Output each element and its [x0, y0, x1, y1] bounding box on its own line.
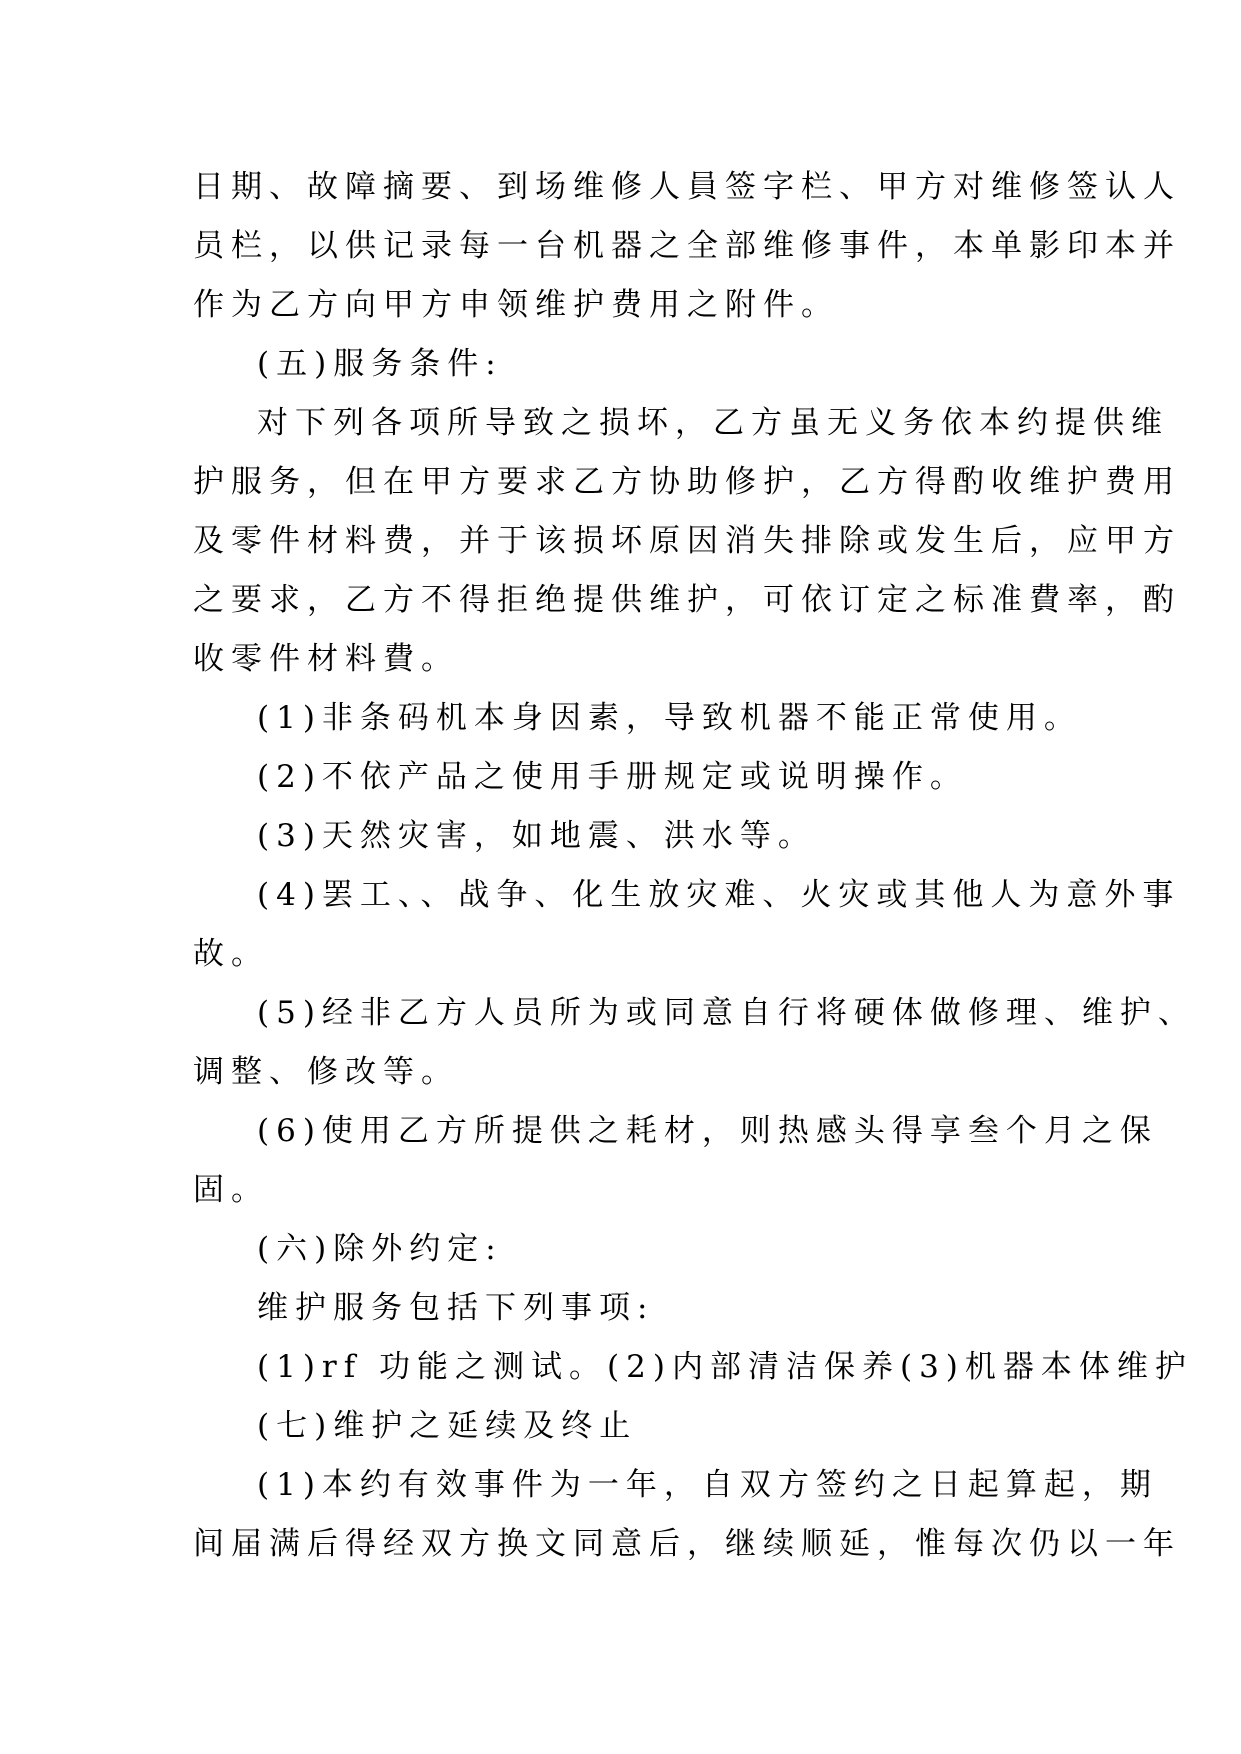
- paragraph-line: 日期、故障摘要、到场维修人員签字栏、甲方对维修签认人: [193, 169, 1181, 205]
- list-item: (1)本约有效事件为一年，自双方签约之日起算起，期: [257, 1467, 1158, 1503]
- list-item: (3)天然灾害，如地震、洪水等。: [257, 818, 816, 854]
- paragraph-line: 维护服务包括下列事项:: [257, 1290, 655, 1326]
- section-heading-exclusions: (六)除外约定:: [257, 1231, 503, 1267]
- paragraph-line: 护服务，但在甲方要求乙方协助修护，乙方得酌收维护费用: [193, 464, 1181, 500]
- section-heading-service-conditions: (五)服务条件:: [257, 346, 503, 382]
- section-heading-renewal-termination: (七)维护之延续及终止: [257, 1408, 638, 1444]
- paragraph-line: 员栏，以供记录每一台机器之全部维修事件，本单影印本并: [193, 228, 1181, 264]
- paragraph-line: 作为乙方向甲方申领维护费用之附件。: [193, 287, 839, 323]
- paragraph-line: 对下列各项所导致之损坏，乙方虽无义务依本约提供维: [257, 405, 1169, 441]
- paragraph-line: 及零件材料费，并于该损坏原因消失排除或发生后，应甲方: [193, 523, 1181, 559]
- list-item-continuation: 故。: [193, 936, 269, 972]
- list-item: (2)不依产品之使用手册规定或说明操作。: [257, 759, 968, 795]
- paragraph-line: 收零件材料費。: [193, 641, 459, 677]
- list-item-continuation: 固。: [193, 1172, 269, 1208]
- paragraph-line: 之要求，乙方不得拒绝提供维护，可依订定之标准費率，酌: [193, 582, 1181, 618]
- list-item: (5)经非乙方人员所为或同意自行将硬体做修理、维护、: [257, 995, 1196, 1031]
- list-item: (1)rf 功能之测试。(2)内部清洁保养(3)机器本体维护: [257, 1349, 1193, 1385]
- list-item: (6)使用乙方所提供之耗材，则热感头得享叁个月之保: [257, 1113, 1158, 1149]
- list-item-continuation: 调整、修改等。: [193, 1054, 459, 1090]
- list-item-continuation: 间届满后得经双方换文同意后，继续顺延，惟每次仍以一年: [193, 1526, 1181, 1562]
- list-item: (4)罢工、、战争、化生放灾难、火灾或其他人为意外事: [257, 877, 1181, 913]
- list-item: (1)非条码机本身因素，导致机器不能正常使用。: [257, 700, 1082, 736]
